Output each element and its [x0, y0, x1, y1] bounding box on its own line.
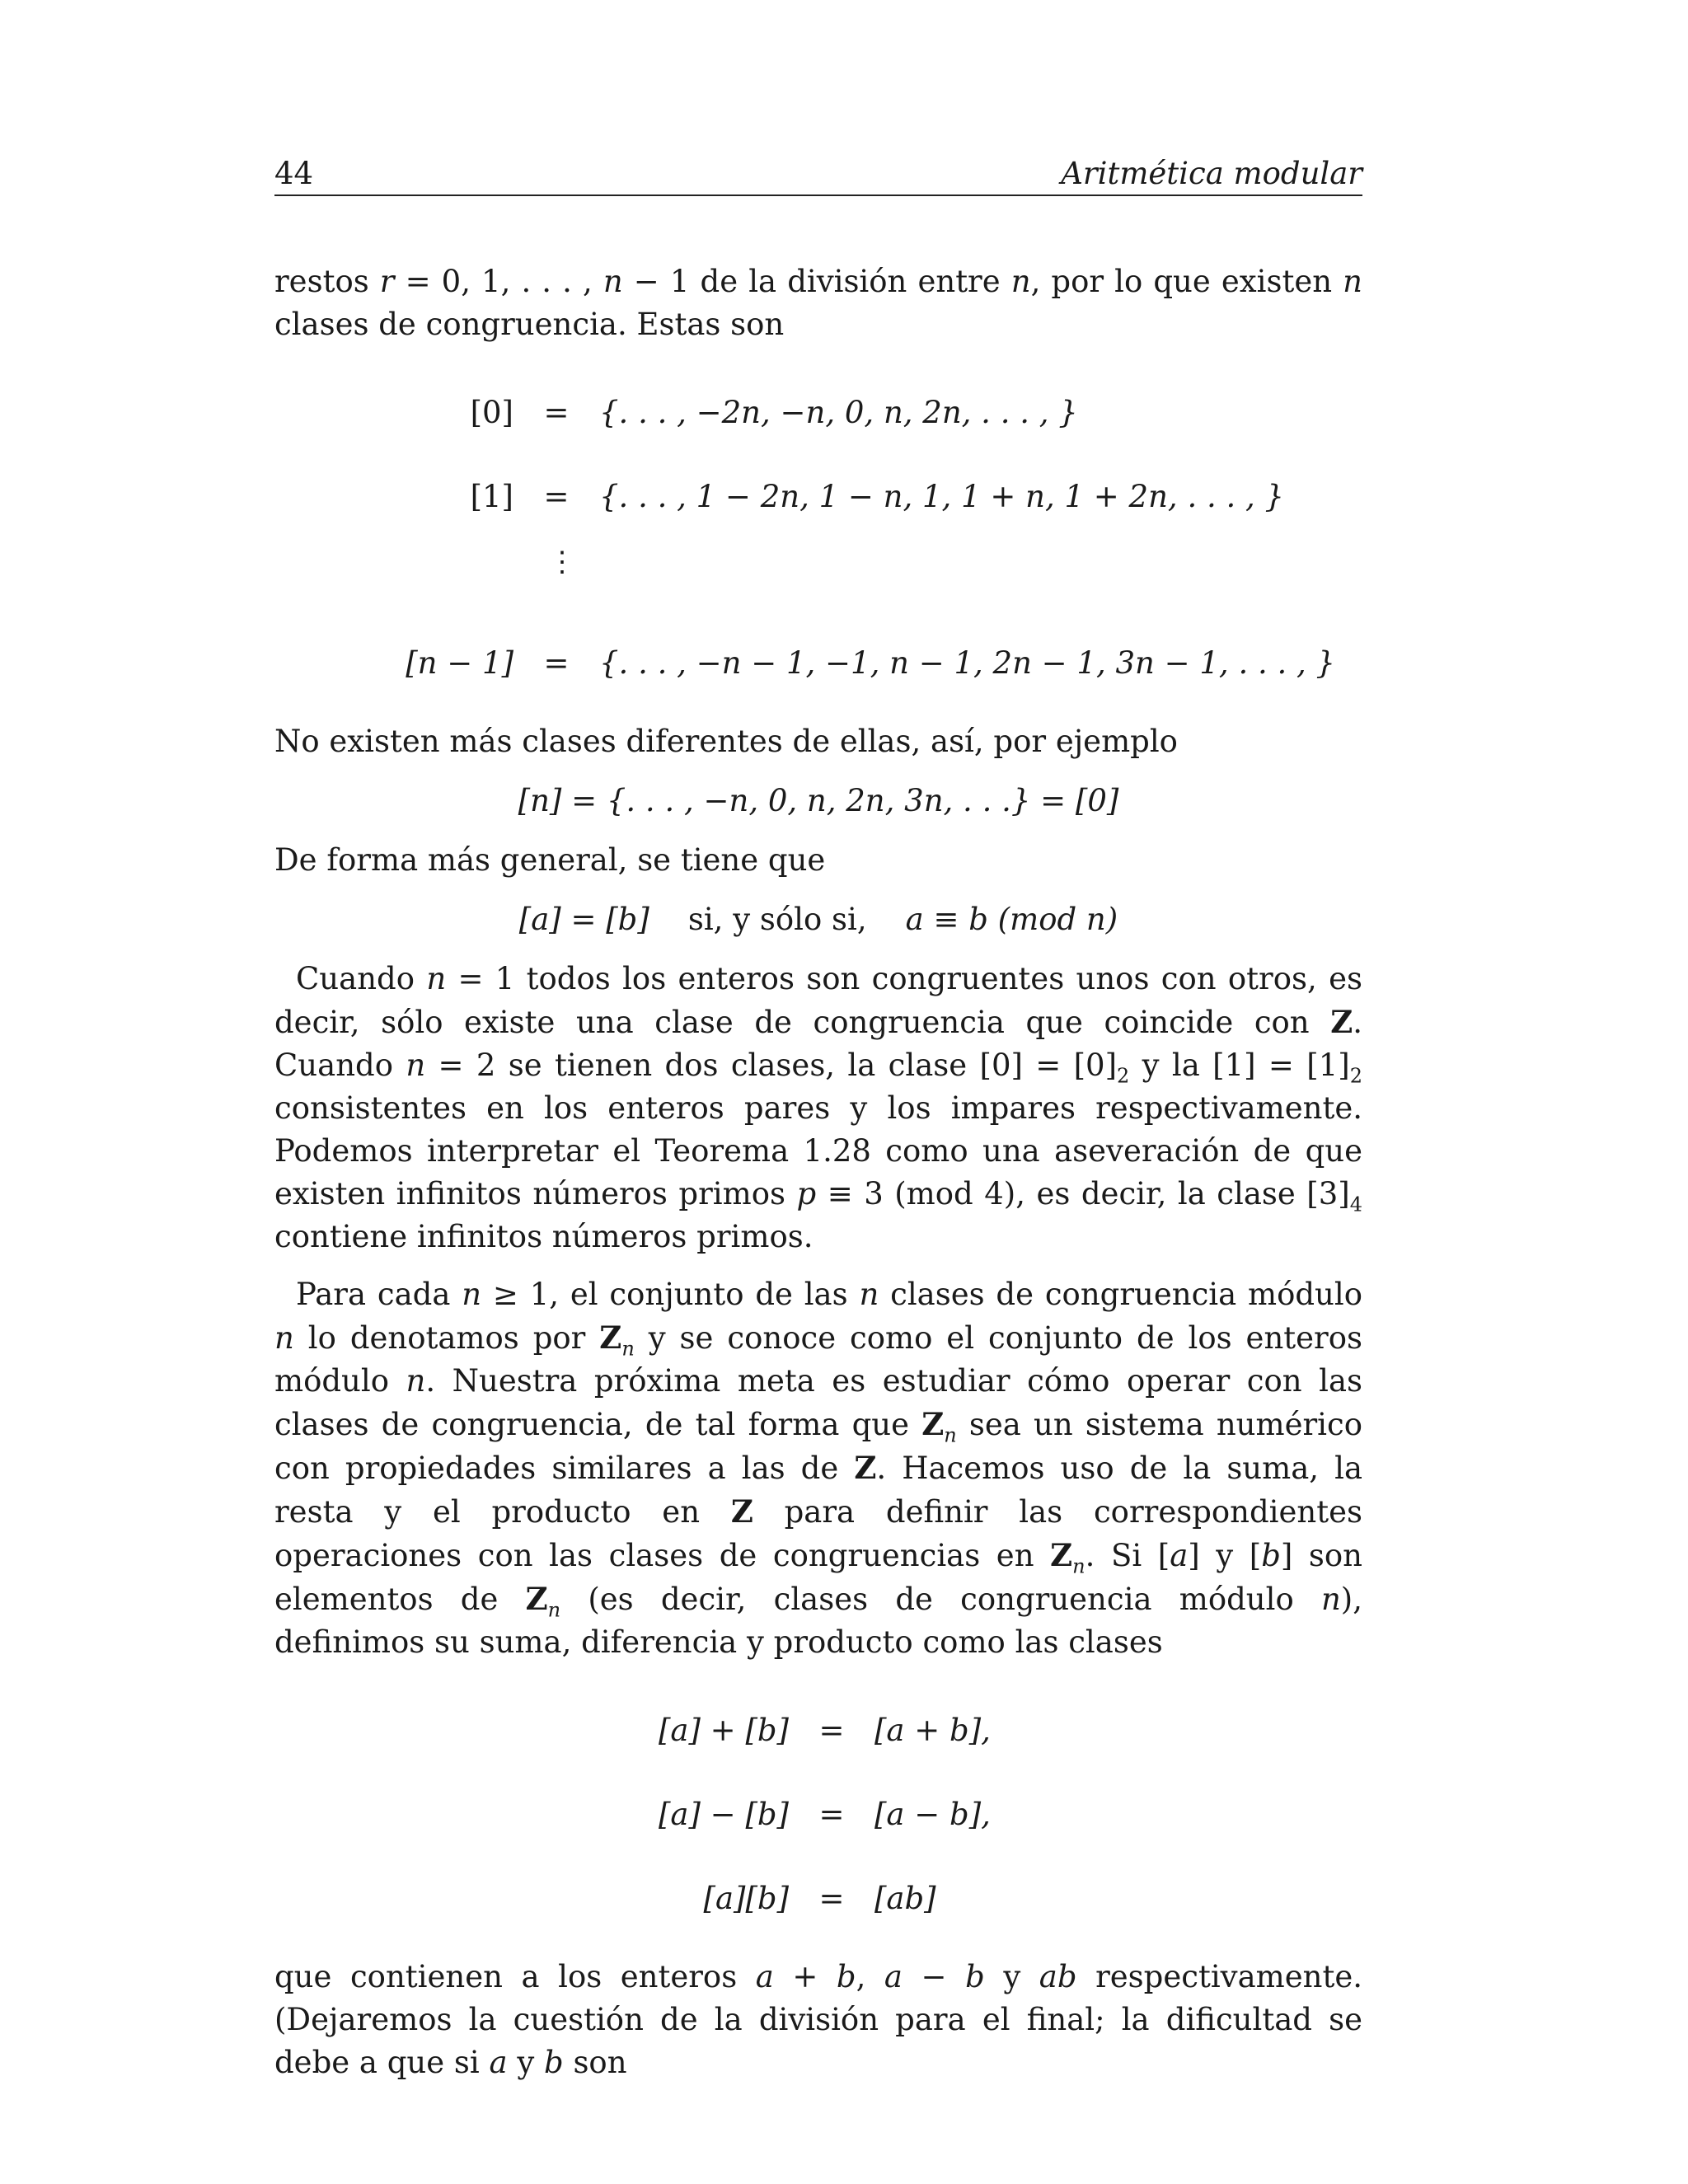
paragraph-cases: Cuando n = 1 todos los enteros son congruentes unos con otros, es decir, sólo existe una clase de congruencia que coincide con Z. Cuando n = 2 se tienen dos clases, la clase $[0] = [0]_2$ y la $[1] = [1]_2$ consistentes en los enteros pares y los impares respectivamente. Podemos interpretar el Teorema 1.28 como una aseveración de que existen infinitos números primos p ≡ 3 (mod 4), es decir, la clase $[3]_4$ contiene infinitos números primos.: [274, 961, 1362, 1254]
equation-row: [1] = {. . . , 1 − 2n, 1 − n, 1, 1 + n, 1 + 2n, . . . , }: [470, 479, 1285, 514]
equation-row: [0] = {. . . , −2n, −n, 0, n, 2n, . . . , }: [470, 395, 1078, 430]
equation-equivalence: [a] = [b] si, y sólo si, a ≡ b (mod n): [518, 902, 1118, 937]
paragraph-general: De forma más general, se tiene que: [274, 842, 826, 878]
congruence-classes-array: [274, 371, 1362, 705]
vertical-dots: ⋮: [548, 546, 576, 579]
equation-class-n: [n] = {. . . , −n, 0, n, 2n, 3n, . . .} = [0]: [518, 783, 1119, 818]
equation-row: [a] − [b] = [a − b],: [658, 1797, 991, 1832]
equation-row: [n − 1] = {. . . , −n − 1, −1, n − 1, 2n − 1, 3n − 1, . . . , }: [406, 645, 1336, 681]
page-number: 44: [274, 156, 314, 191]
page-body: [274, 260, 1362, 2084]
paragraph-zn: Para cada n ≥ 1, el conjunto de las n clases de congruencia módulo n lo denotamos por $Z_n$ y se conoce como el conjunto de los enteros módulo n. Nuestra próxima meta es estudiar cómo operar con las clases de congruencia, de tal forma que $Z_n$ sea un sistema numérico con propiedades similares a las de Z. Hacemos uso de la suma, la resta y el producto en Z para definir las correspondientes operaciones con las clases de congruencias en $Z_n$. Si [a] y [b] son elementos de $Z_n$ (es decir, clases de congruencia módulo n), definimos su suma, diferencia y producto como las clases: [274, 1277, 1363, 1660]
equation-row: [a] + [b] = [a + b],: [658, 1713, 991, 1748]
paragraph-intro: restos r = 0, 1, . . . , n − 1 de la división entre n, por lo que existen n clases de congruencia. Estas son: [274, 264, 1362, 342]
paragraph-operations: que contienen a los enteros a + b, a − b y ab respectivamente. (Dejaremos la cuestión de la división para el final; la dificultad se debe a que si a y b son: [274, 1959, 1362, 2080]
operations-array: [274, 1689, 1362, 1941]
chapter-title: Aritmética modular: [1061, 156, 1362, 191]
running-header: [274, 153, 1362, 196]
equation-row: [a][b] = [ab]: [703, 1881, 936, 1916]
paragraph-example: No existen más clases diferentes de ellas, así, por ejemplo: [274, 724, 1178, 759]
